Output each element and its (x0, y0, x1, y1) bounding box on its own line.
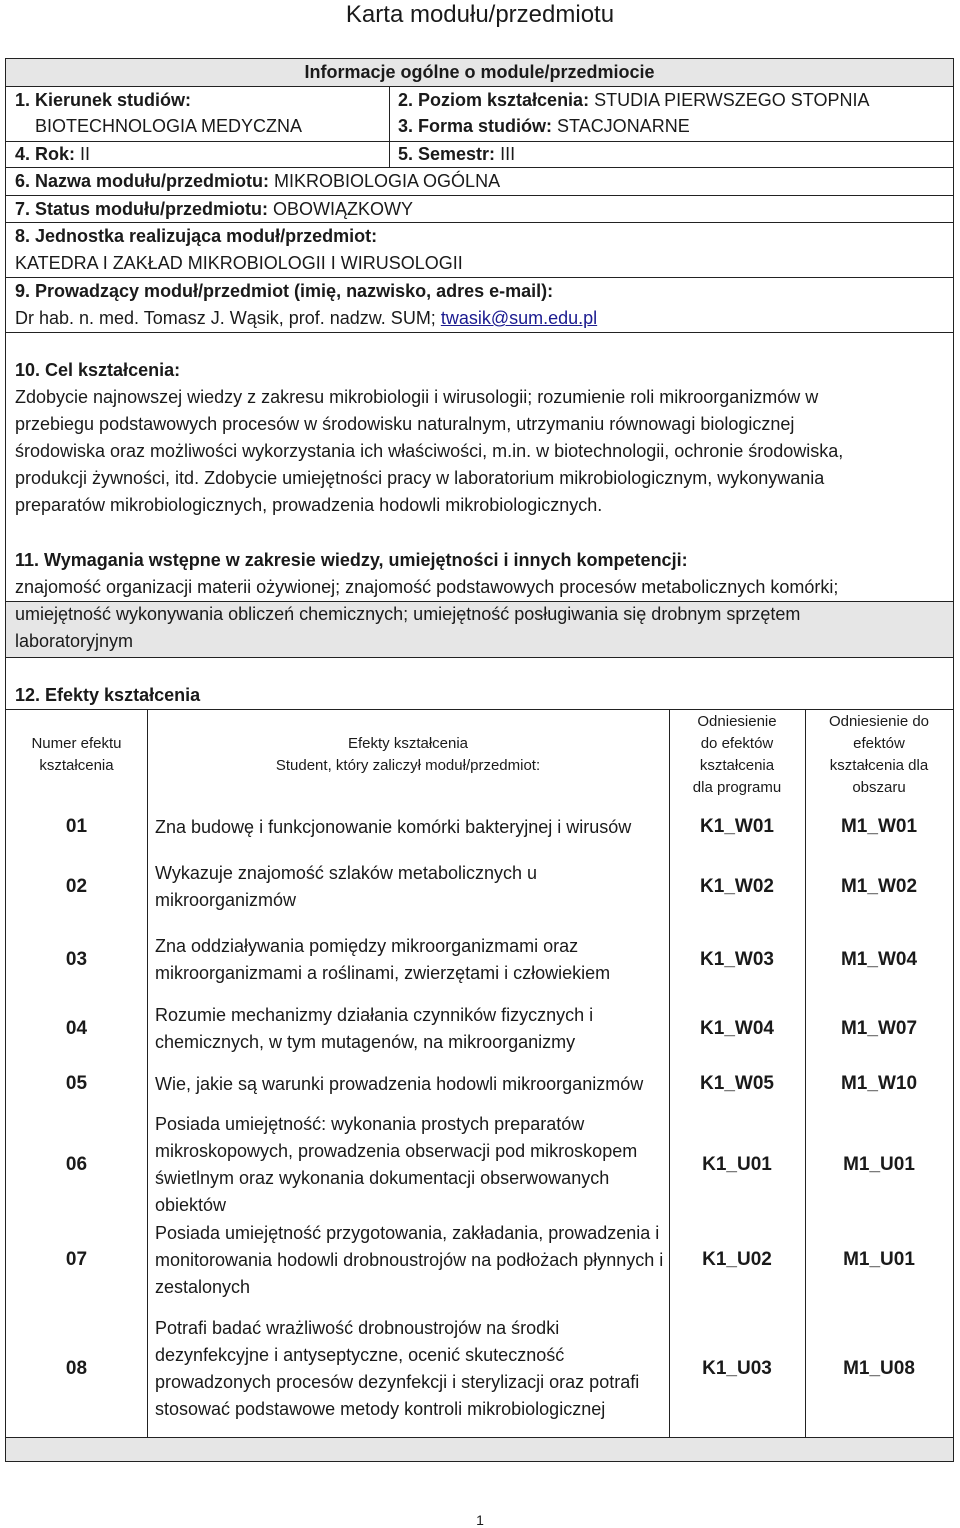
footer-band (6, 1437, 953, 1461)
outcome-text: Wykazuje znajomość szlaków metabolicznych u mikroorganizmów (155, 863, 537, 910)
outcome-text: Posiada umiejętność przygotowania, zakładania, prowadzenia i monitorowania hodowli drobnoustrojów na podłożach płynnych i zestalonych (155, 1222, 664, 1297)
outcome-number: 08 (65, 1358, 88, 1379)
section-goal-label: 10. Cel kształcenia: (15, 360, 181, 380)
col-header-text: obszaru (852, 779, 906, 796)
module-card (5, 58, 954, 1462)
field-lecturer-label: 9. Prowadzący moduł/przedmiot (imię, nazwisko, adres e-mail): (15, 281, 554, 301)
col-header-text: dla programu (692, 779, 782, 796)
outcome-program-ref: K1_U03 (702, 1358, 772, 1379)
outcome-number: 05 (65, 1073, 88, 1094)
col-header-area (805, 711, 953, 799)
col-header-text: efektów (853, 735, 905, 752)
outcome-text: Zna oddziaływania pomiędzy mikroorganizmami oraz mikroorganizmami a roślinami, zwierzętami i człowiekiem (155, 936, 611, 983)
col-header-text: Odniesienie (697, 713, 777, 730)
lecturer-email-link[interactable]: twasik@sum.edu.pl (440, 308, 598, 328)
field-form-label: 3. Forma studiów: (398, 116, 553, 136)
field-module-status-value: OBOWIĄZKOWY (268, 199, 414, 219)
outcome-area-ref: M1_W02 (840, 876, 918, 897)
field-semester (398, 143, 515, 165)
outcome-text: Posiada umiejętność: wykonania prostych preparatów mikroskopowych, prowadzenia obserwacji pod mikroskopem świetlnym oraz wykonania dokumentacji obserwowanych obiektów (155, 1114, 638, 1215)
field-form (398, 115, 690, 137)
goal-line: przebiegu podstawowych procesów w środowisku naturalnym, utrzymaniu równowagi biologicznej (15, 414, 795, 434)
col-header-text: Odniesienie do (828, 713, 930, 730)
field-study-direction-label: 1. Kierunek studiów: (15, 90, 192, 110)
goal-line: produkcji żywności, itd. Zdobycie umiejętności pracy w laboratorium mikrobiologicznym, wykonywania (15, 468, 825, 488)
outcome-program-ref: K1_W05 (700, 1073, 774, 1094)
outcome-area-ref: M1_W10 (840, 1073, 918, 1094)
col-header-text: kształcenia (39, 757, 114, 774)
field-unit-label: 8. Jednostka realizująca moduł/przedmiot: (15, 226, 378, 246)
outcome-area-ref: M1_W01 (840, 816, 918, 837)
outcome-program-ref: K1_W02 (700, 876, 774, 897)
outcome-text: Zna budowę i funkcjonowanie komórki bakteryjnej i wirusów (155, 816, 632, 837)
section-prerequisites-label: 11. Wymagania wstępne w zakresie wiedzy, umiejętności i innych kompetencji: (15, 550, 688, 570)
outcome-number: 06 (65, 1154, 88, 1175)
lecturer-name: Dr hab. n. med. Tomasz J. Wąsik, prof. nadzw. SUM; (15, 308, 441, 328)
field-module-status-label: 7. Status modułu/przedmiotu: (15, 199, 269, 219)
outcome-number: 07 (65, 1249, 88, 1270)
field-module-name (15, 170, 500, 192)
col-header-outcome (147, 733, 669, 777)
outcome-area-ref: M1_U01 (843, 1249, 915, 1270)
field-module-status (15, 198, 413, 220)
outcome-number: 03 (65, 949, 88, 970)
field-module-name-value: MIKROBIOLOGIA OGÓLNA (269, 171, 501, 191)
outcome-program-ref: K1_W01 (700, 816, 774, 837)
goal-line: środowiska oraz możliwości wykorzystania ich właściwości, m.in. w biotechnologii, ochronie środowiska, (15, 441, 844, 461)
goal-line: preparatów mikrobiologicznych, prowadzenia hodowli mikrobiologicznych. (15, 495, 603, 515)
outcome-program-ref: K1_U01 (702, 1154, 772, 1175)
outcome-program-ref: K1_U02 (702, 1249, 772, 1270)
col-header-text: kształcenia dla (829, 757, 929, 774)
field-level-value: STUDIA PIERWSZEGO STOPNIA (589, 90, 870, 110)
page-title: Karta modułu/przedmiotu (345, 1, 615, 28)
outcome-text: Rozumie mechanizmy działania czynników fizycznych i chemicznych, w tym mutagenów, na mikroorganizmy (155, 1005, 594, 1052)
outcome-program-ref: K1_W04 (700, 1018, 774, 1039)
field-form-value: STACJONARNE (552, 116, 690, 136)
prerequisites-line: umiejętność wykonywania obliczeń chemicznych; umiejętność posługiwania się drobnym sprzętem (15, 604, 801, 624)
section-prerequisites (15, 547, 945, 655)
col-header-number (6, 733, 147, 777)
outcome-area-ref: M1_W04 (840, 949, 918, 970)
field-unit-value: KATEDRA I ZAKŁAD MIKROBIOLOGII I WIRUSOLOGII (15, 253, 463, 273)
outcome-number: 04 (65, 1018, 88, 1039)
field-level (398, 89, 869, 111)
col-header-text: Efekty kształcenia (347, 735, 469, 752)
outcome-text: Potrafi badać wrażliwość drobnoustrojów na środki dezynfekcyjne i antyseptyczne, ocenić skuteczność prowadzonych procesów dezynfekcji i sterylizacji oraz potrafi stosować podstawowe metody kontroli mikrobiologicznej (155, 1318, 640, 1419)
section-outcomes-label: 12. Efekty kształcenia (15, 685, 201, 705)
outcome-number: 02 (65, 876, 88, 897)
field-study-direction-value: BIOTECHNOLOGIA MEDYCZNA (35, 116, 303, 136)
col-header-program (669, 711, 805, 799)
field-lecturer-value (15, 307, 597, 329)
field-year (15, 143, 90, 165)
col-header-text: Student, który zaliczył moduł/przedmiot: (275, 757, 541, 774)
field-semester-value: III (495, 144, 516, 164)
outcome-number: 01 (65, 816, 88, 837)
prerequisites-line: laboratoryjnym (15, 631, 134, 651)
section-goal (15, 357, 945, 519)
field-level-label: 2. Poziom kształcenia: (398, 90, 590, 110)
field-semester-label: 5. Semestr: (398, 144, 496, 164)
field-module-name-label: 6. Nazwa modułu/przedmiotu: (15, 171, 270, 191)
prerequisites-line: znajomość organizacji materii ożywionej; znajomość podstawowych procesów metabolicznych komórki; (15, 577, 839, 597)
outcome-program-ref: K1_W03 (700, 949, 774, 970)
outcome-area-ref: M1_U01 (843, 1154, 915, 1175)
field-year-value: II (75, 144, 91, 164)
general-info-header: Informacje ogólne o module/przedmiocie (304, 62, 655, 82)
col-header-text: do efektów (700, 735, 774, 752)
field-year-label: 4. Rok: (15, 144, 76, 164)
col-header-text: kształcenia (699, 757, 775, 774)
outcome-text: Wie, jakie są warunki prowadzenia hodowli mikroorganizmów (155, 1073, 644, 1094)
page-number: 1 (476, 1512, 484, 1528)
col-header-text: Numer efektu (31, 735, 122, 752)
outcome-area-ref: M1_W07 (840, 1018, 918, 1039)
outcome-area-ref: M1_U08 (843, 1358, 915, 1379)
goal-line: Zdobycie najnowszej wiedzy z zakresu mikrobiologii i wirusologii; rozumienie roli mikroorganizmów w (15, 387, 819, 407)
